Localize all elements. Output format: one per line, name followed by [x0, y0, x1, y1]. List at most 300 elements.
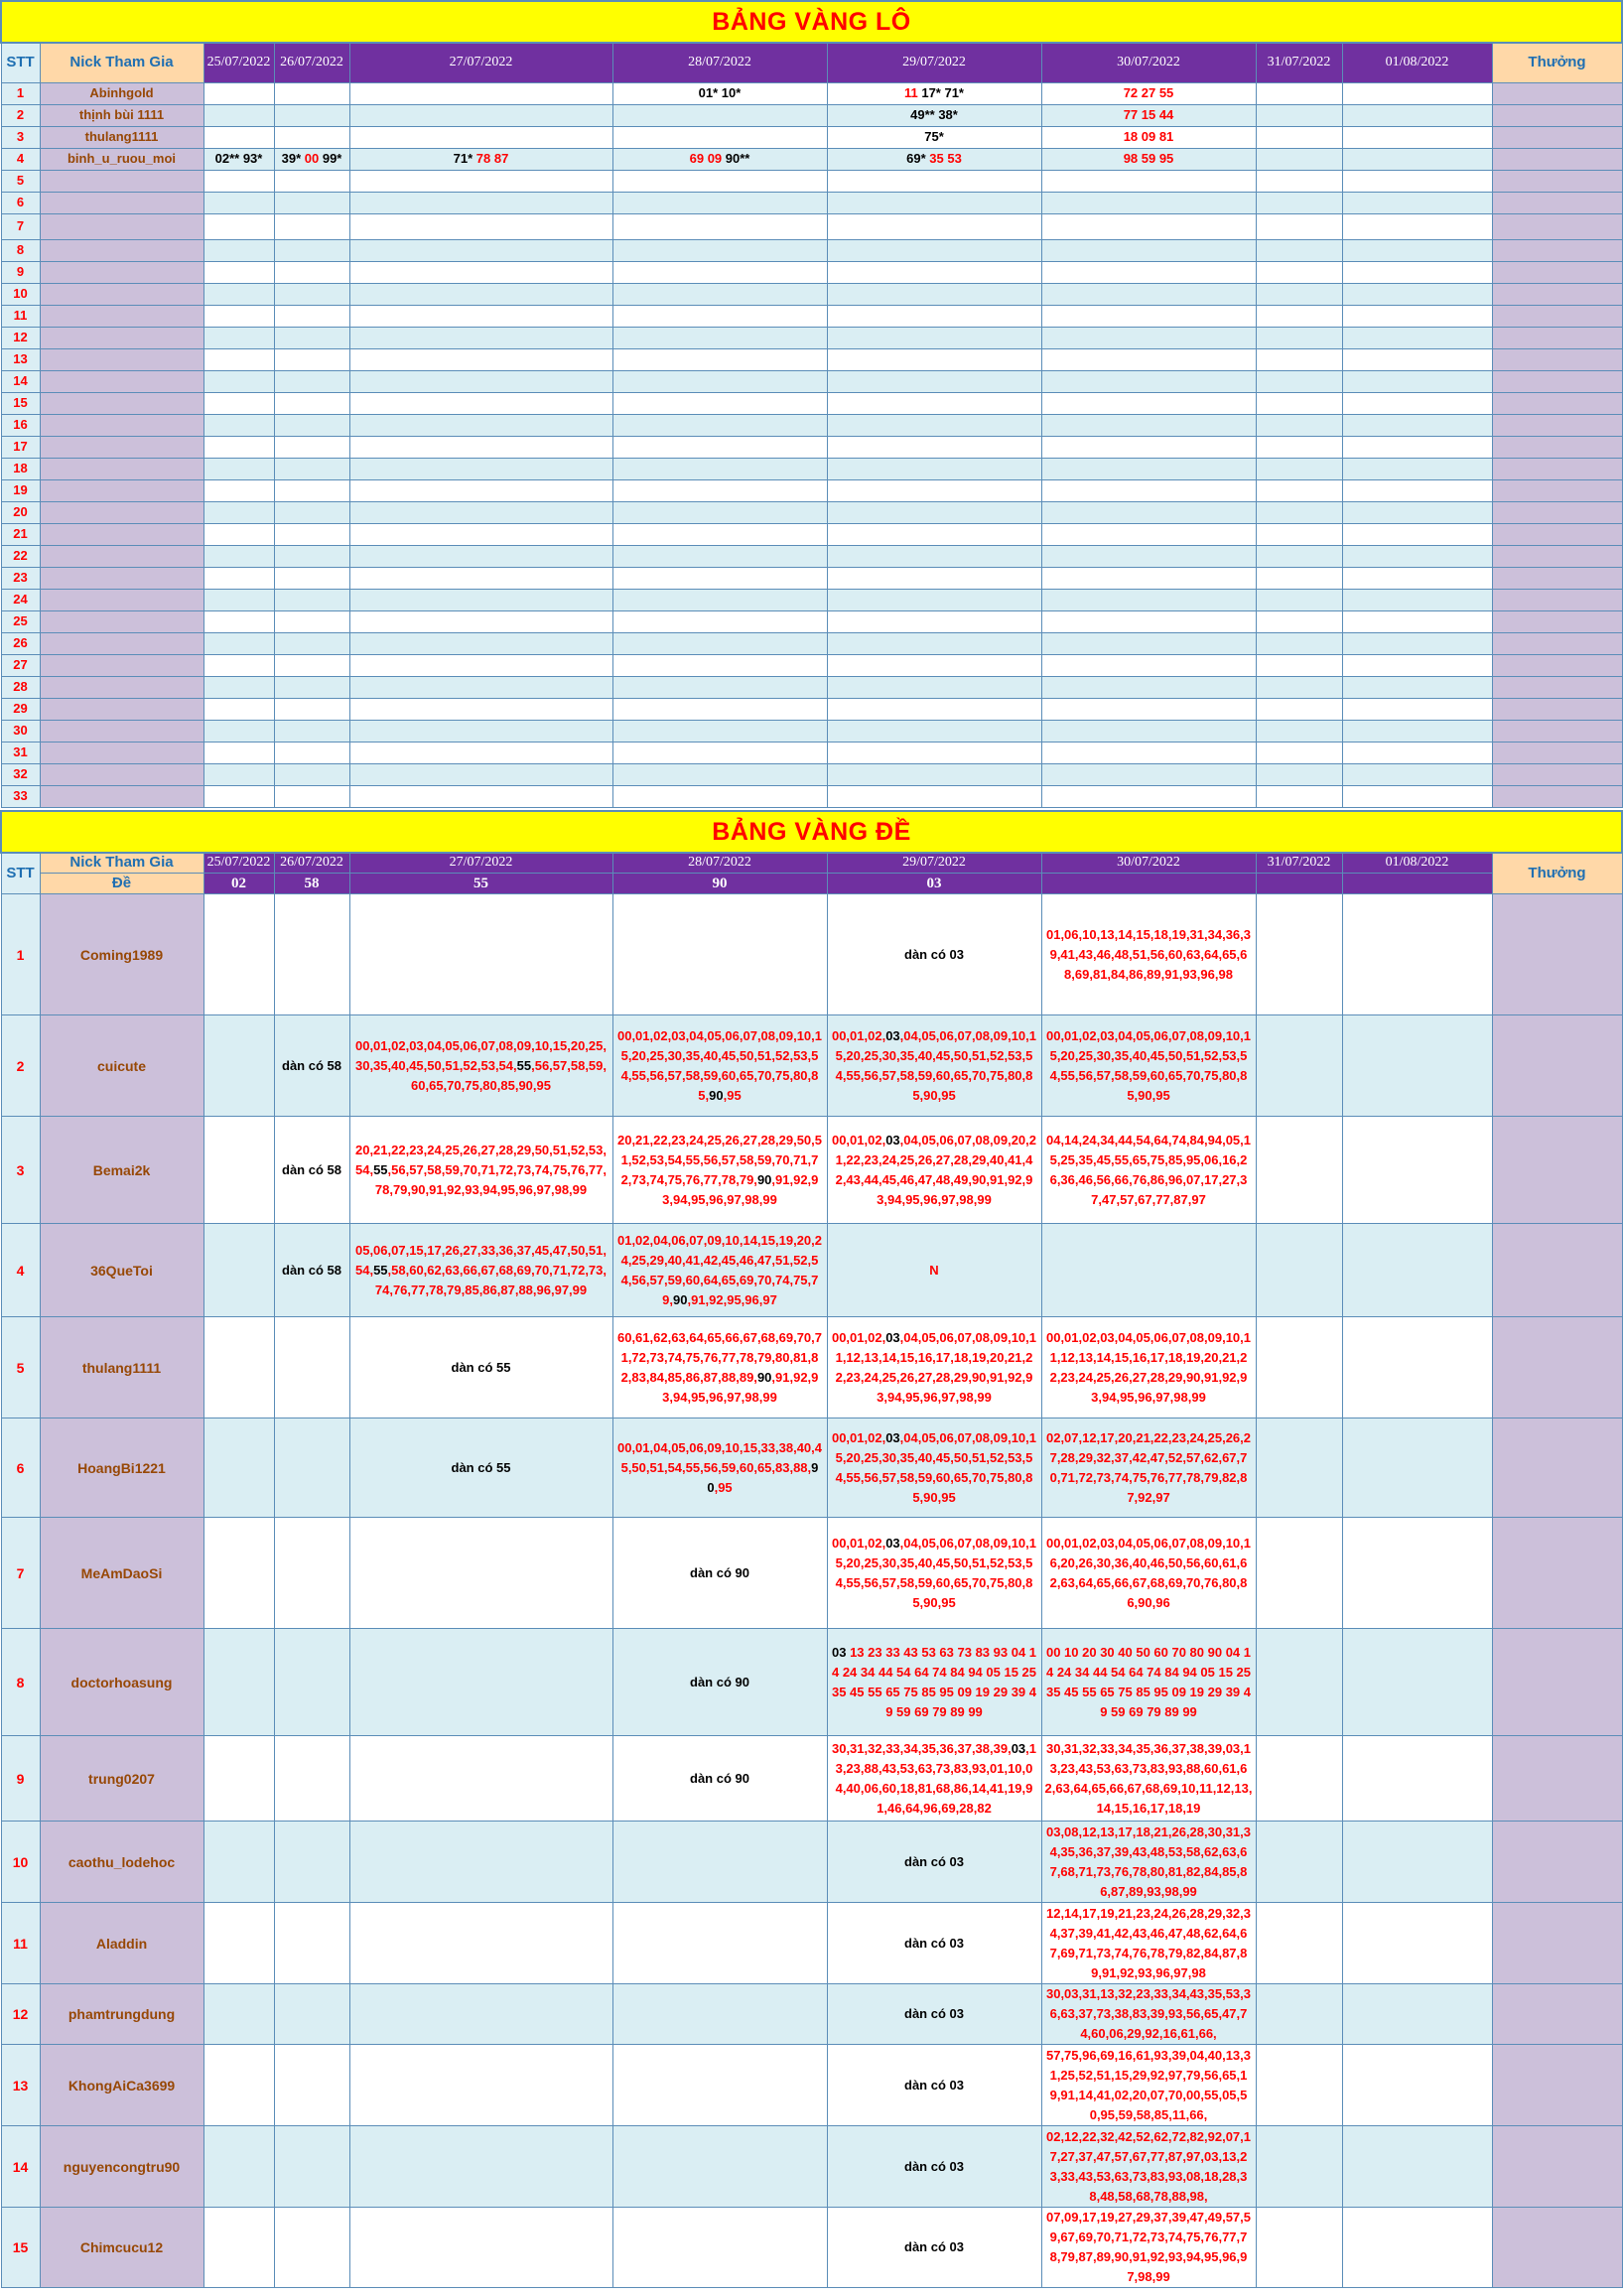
prediction-cell: [612, 2126, 827, 2208]
de-table-row: [1, 1984, 1622, 2045]
participant-nick: binh_u_ruou_moi: [40, 148, 203, 170]
prediction-cell: [1041, 523, 1256, 545]
cell-value: 01,02,04,06,07,09,10,14,15,19,20,24,25,29,40,41,42,45,46,47,51,52,54,56,57,59,60,64,65,69,70,74,75,79,: [616, 1232, 823, 1307]
row-number: 6: [1, 1418, 40, 1518]
prediction-cell: [274, 1822, 349, 1903]
reward-cell: [1492, 610, 1622, 632]
cell-value: ,04,05,06,07,08,09,10,11,12,13,14,15,16,17,18,19,20,21,22,23,24,25,26,27,28,29,90,91,92,93,94,95,96,97,98,99: [835, 1329, 1037, 1405]
prediction-cell: [203, 1418, 274, 1518]
row-number: 1: [1, 82, 40, 104]
row-number: 15: [1, 2208, 40, 2288]
prediction-cell: [274, 126, 349, 148]
row-number: 4: [1, 148, 40, 170]
row-number: 2: [1, 1015, 40, 1117]
row-number: 15: [1, 392, 40, 414]
prediction-cell: [1256, 632, 1342, 654]
row-number: 17: [1, 436, 40, 458]
lo-table-row: [1, 479, 1622, 501]
prediction-cell: [274, 479, 349, 501]
prediction-cell: [274, 567, 349, 589]
lo-table-row: [1, 436, 1622, 458]
prediction-cell: [349, 213, 612, 239]
reward-cell: [1492, 1736, 1622, 1822]
prediction-cell: [1041, 370, 1256, 392]
de-header-date: 25/07/2022: [203, 853, 274, 874]
reward-cell: [1492, 436, 1622, 458]
cell-value: 90: [673, 1291, 688, 1307]
reward-cell: [1492, 698, 1622, 720]
prediction-cell: [349, 104, 612, 126]
de-result: 02: [203, 874, 274, 894]
prediction-cell: [203, 458, 274, 479]
prediction-cell: [827, 261, 1041, 283]
cell-value: ,04,05,06,07,08,09,10,15,20,25,30,35,40,45,50,51,52,53,54,55,56,57,58,59,60,65,70,75,80,85,90,95: [835, 1027, 1037, 1103]
prediction-cell: [274, 720, 349, 742]
participant-nick: [40, 654, 203, 676]
cell-value: 20,21,22,23,24,25,26,27,28,29,50,51,52,53,54,: [354, 1142, 607, 1177]
prediction-cell: [612, 392, 827, 414]
prediction-cell: [827, 1629, 1041, 1736]
cell-value: 90: [709, 1087, 724, 1103]
prediction-cell: [203, 348, 274, 370]
prediction-cell: [1041, 894, 1256, 1015]
lo-table-row: [1, 610, 1622, 632]
participant-nick: [40, 763, 203, 785]
prediction-cell: [827, 392, 1041, 414]
prediction-cell: [1256, 589, 1342, 610]
cell-value: 30,31,32,33,34,35,36,37,38,39,: [831, 1740, 1012, 1756]
prediction-cell: [827, 213, 1041, 239]
cell-value: 00,01,02,: [831, 1132, 886, 1148]
reward-cell: [1492, 170, 1622, 192]
reward-cell: [1492, 1984, 1622, 2045]
prediction-cell: [203, 148, 274, 170]
prediction-cell: [827, 1736, 1041, 1822]
cell-value: ,58,60,62,63,66,67,68,69,70,71,72,73,74,76,77,78,79,85,86,87,88,96,97,99: [374, 1262, 608, 1297]
prediction-cell: [1342, 698, 1492, 720]
cell-value: 00,01,02,03,04,05,06,07,08,09,10,11,12,13,14,15,16,17,18,19,20,21,22,23,24,25,26,27,28,29,90,91,92,93,94,95,96,97,98,99: [1045, 1329, 1252, 1405]
cell-value: 00,01,02,: [831, 1429, 886, 1445]
cell-value: 03: [831, 1644, 847, 1660]
prediction-cell: [612, 1736, 827, 1822]
prediction-cell: [612, 104, 827, 126]
prediction-cell: [274, 213, 349, 239]
prediction-cell: [203, 720, 274, 742]
prediction-cell: [349, 1317, 612, 1418]
prediction-cell: [1256, 436, 1342, 458]
row-number: 24: [1, 589, 40, 610]
reward-cell: [1492, 192, 1622, 213]
cell-value: 30,03,31,13,32,23,33,34,43,35,53,36,63,37,73,38,83,39,93,56,65,47,74,60,06,29,92,16,61,66,: [1045, 1986, 1252, 2041]
cell-value: 71*: [453, 151, 476, 166]
participant-nick: [40, 523, 203, 545]
lo-table-row: [1, 742, 1622, 763]
prediction-cell: [1256, 501, 1342, 523]
cell-value: 98 59 95: [1123, 151, 1174, 166]
de-table-row: [1, 1822, 1622, 1903]
row-number: 33: [1, 785, 40, 807]
cell-value: 00,01,02,: [831, 1329, 886, 1345]
prediction-cell: [1342, 1736, 1492, 1822]
prediction-cell: [1342, 1903, 1492, 1984]
prediction-cell: [827, 720, 1041, 742]
prediction-cell: [203, 1736, 274, 1822]
cell-value: 04,14,24,34,44,54,64,74,84,94,05,15,25,35,45,55,65,75,85,95,06,16,26,36,46,56,66,76,86,96,07,17,27,37,47,57,67,77,87,97: [1045, 1132, 1252, 1207]
prediction-cell: [612, 610, 827, 632]
prediction-cell: [1041, 283, 1256, 305]
prediction-cell: [827, 283, 1041, 305]
prediction-cell: [1041, 610, 1256, 632]
cell-value: 00,01,02,: [831, 1027, 886, 1043]
participant-nick: [40, 632, 203, 654]
prediction-cell: [1342, 392, 1492, 414]
cell-value: 03: [885, 1429, 900, 1445]
reward-cell: [1492, 501, 1622, 523]
prediction-cell: [203, 213, 274, 239]
lo-table-row: [1, 676, 1622, 698]
prediction-cell: [349, 785, 612, 807]
prediction-cell: [1041, 148, 1256, 170]
prediction-cell: [203, 1117, 274, 1224]
prediction-cell: [1342, 654, 1492, 676]
de-header-reward: Thưởng: [1492, 853, 1622, 894]
cell-value: ,04,05,06,07,08,09,20,21,22,23,24,25,26,27,28,29,40,41,42,43,44,45,46,47,48,49,90,91,92,93,94,95,96,97,98,99: [835, 1132, 1037, 1207]
cell-value: 18 09 81: [1123, 129, 1174, 144]
prediction-cell: [1041, 763, 1256, 785]
cell-value: 03,08,12,13,17,18,21,26,28,30,31,34,35,36,37,39,43,48,53,58,62,63,67,68,71,73,76,78,80,81,82,84,85,86,87,89,93,98,99: [1045, 1823, 1252, 1899]
prediction-cell: [827, 104, 1041, 126]
row-number: 14: [1, 370, 40, 392]
row-number: 31: [1, 742, 40, 763]
prediction-cell: [349, 698, 612, 720]
prediction-cell: [612, 213, 827, 239]
prediction-cell: [203, 785, 274, 807]
reward-cell: [1492, 1224, 1622, 1317]
prediction-cell: [1256, 720, 1342, 742]
lo-header-date: 30/07/2022: [1041, 43, 1256, 82]
prediction-cell: [612, 370, 827, 392]
prediction-cell: [827, 742, 1041, 763]
prediction-cell: [349, 1736, 612, 1822]
prediction-cell: [203, 654, 274, 676]
row-number: 3: [1, 1117, 40, 1224]
prediction-cell: [612, 545, 827, 567]
de-table-body: [1, 894, 1622, 2288]
prediction-cell: [827, 1317, 1041, 1418]
cell-value: 03: [885, 1132, 900, 1148]
prediction-cell: [1342, 589, 1492, 610]
row-number: 8: [1, 1629, 40, 1736]
prediction-cell: [612, 698, 827, 720]
cell-value: ,95: [723, 1087, 742, 1103]
row-number: 7: [1, 213, 40, 239]
lo-header-date: 26/07/2022: [274, 43, 349, 82]
prediction-cell: [827, 545, 1041, 567]
prediction-cell: [349, 327, 612, 348]
prediction-cell: [827, 1518, 1041, 1629]
prediction-cell: [1342, 436, 1492, 458]
prediction-cell: [203, 545, 274, 567]
prediction-cell: [1342, 1015, 1492, 1117]
prediction-cell: [1342, 305, 1492, 327]
prediction-cell: [349, 370, 612, 392]
cell-value: 35 53: [929, 151, 962, 166]
prediction-cell: [349, 1984, 612, 2045]
prediction-cell: [612, 283, 827, 305]
prediction-cell: [203, 283, 274, 305]
prediction-cell: [1256, 1984, 1342, 2045]
prediction-cell: [1256, 261, 1342, 283]
cell-value: 00,01,02,03,04,05,06,07,08,09,10,15,20,25,30,35,40,45,50,51,52,53,54,55,56,57,58,59,60,65,70,75,80,85,90,95: [1045, 1027, 1252, 1103]
prediction-cell: [827, 1903, 1041, 1984]
prediction-cell: [274, 1518, 349, 1629]
cell-value: 13 23 33 43 53 63 73 83 93 04 14 24 34 44 54 64 74 84 94 05 15 25 35 45 55 65 75 85 95 09 19 29 39 49 59 69 79 89 99: [831, 1644, 1037, 1719]
prediction-cell: [274, 370, 349, 392]
row-number: 11: [1, 1903, 40, 1984]
prediction-cell: [1342, 1629, 1492, 1736]
prediction-cell: [612, 720, 827, 742]
prediction-cell: [203, 1518, 274, 1629]
reward-cell: [1492, 1015, 1622, 1117]
prediction-cell: [1256, 327, 1342, 348]
cell-value: ,04,05,06,07,08,09,10,15,20,25,30,35,40,45,50,51,52,53,54,55,56,57,58,59,60,65,70,75,80,85,90,95: [835, 1429, 1037, 1505]
reward-cell: [1492, 1629, 1622, 1736]
prediction-cell: [349, 348, 612, 370]
prediction-cell: [1256, 676, 1342, 698]
prediction-cell: [612, 742, 827, 763]
prediction-cell: [827, 894, 1041, 1015]
prediction-cell: [1041, 348, 1256, 370]
participant-nick: [40, 348, 203, 370]
prediction-cell: [827, 126, 1041, 148]
prediction-cell: [274, 170, 349, 192]
de-header-nick: Nick Tham Gia: [40, 853, 203, 874]
prediction-cell: [1256, 1117, 1342, 1224]
participant-nick: [40, 720, 203, 742]
prediction-cell: [274, 414, 349, 436]
prediction-cell: [1041, 213, 1256, 239]
prediction-cell: [827, 479, 1041, 501]
prediction-cell: [1256, 458, 1342, 479]
cell-value: 90: [756, 1369, 772, 1385]
prediction-cell: [203, 2126, 274, 2208]
de-header-date: 01/08/2022: [1342, 853, 1492, 874]
row-number: 9: [1, 261, 40, 283]
prediction-cell: [349, 192, 612, 213]
prediction-cell: [1256, 654, 1342, 676]
prediction-cell: [1256, 763, 1342, 785]
prediction-cell: [203, 610, 274, 632]
prediction-cell: [1041, 589, 1256, 610]
de-result: 55: [349, 874, 612, 894]
prediction-cell: [349, 610, 612, 632]
prediction-cell: [274, 104, 349, 126]
prediction-cell: [1256, 567, 1342, 589]
row-number: 12: [1, 1984, 40, 2045]
row-number: 2: [1, 104, 40, 126]
prediction-cell: [827, 1984, 1041, 2045]
prediction-cell: [612, 1629, 827, 1736]
prediction-cell: [203, 392, 274, 414]
prediction-cell: [827, 436, 1041, 458]
prediction-cell: [203, 1822, 274, 1903]
cell-value: 60,61,62,63,64,65,66,67,68,69,70,71,72,73,74,75,76,77,78,79,80,81,82,83,84,85,86,87,88,89,: [616, 1329, 823, 1385]
row-number: 1: [1, 894, 40, 1015]
cell-value: dàn có 03: [904, 2077, 964, 2093]
reward-cell: [1492, 894, 1622, 1015]
prediction-cell: [1256, 479, 1342, 501]
prediction-cell: [1342, 348, 1492, 370]
lo-header-nick: Nick Tham Gia: [40, 43, 203, 82]
prediction-cell: [1342, 458, 1492, 479]
cell-value: dàn có 03: [904, 1853, 964, 1869]
participant-nick: [40, 414, 203, 436]
lo-table-row: [1, 414, 1622, 436]
prediction-cell: [203, 1984, 274, 2045]
cell-value: ,56,57,58,59,60,65,70,75,80,85,90,95: [411, 1057, 608, 1093]
row-number: 23: [1, 567, 40, 589]
de-result: 03: [827, 874, 1041, 894]
row-number: 13: [1, 2045, 40, 2126]
row-number: 28: [1, 676, 40, 698]
cell-value: dàn có 03: [904, 2158, 964, 2174]
prediction-cell: [1041, 2126, 1256, 2208]
de-table-row: [1, 2208, 1622, 2288]
prediction-cell: [1256, 148, 1342, 170]
cell-value: 69 09: [689, 151, 723, 166]
prediction-cell: [1041, 192, 1256, 213]
row-number: 7: [1, 1518, 40, 1629]
cell-value: dàn có 58: [282, 1262, 341, 1278]
de-table-row: [1, 1418, 1622, 1518]
prediction-cell: [1041, 1736, 1256, 1822]
reward-cell: [1492, 567, 1622, 589]
prediction-cell: [1041, 1903, 1256, 1984]
prediction-cell: [1342, 763, 1492, 785]
cell-value: 03: [885, 1329, 900, 1345]
reward-cell: [1492, 1822, 1622, 1903]
prediction-cell: [203, 192, 274, 213]
lo-table-row: [1, 126, 1622, 148]
prediction-cell: [274, 2126, 349, 2208]
cell-value: 07,09,17,19,27,29,37,39,47,49,57,59,67,69,70,71,72,73,74,75,76,77,78,79,87,89,90,91,92,93,94,95,96,97,98,99: [1045, 2210, 1252, 2284]
prediction-cell: [1342, 327, 1492, 348]
prediction-cell: [349, 1518, 612, 1629]
de-header-date: 26/07/2022: [274, 853, 349, 874]
prediction-cell: [827, 589, 1041, 610]
prediction-cell: [274, 763, 349, 785]
prediction-cell: [1256, 392, 1342, 414]
cell-value: dàn có 90: [690, 1564, 749, 1580]
prediction-cell: [1342, 261, 1492, 283]
prediction-cell: [274, 1224, 349, 1317]
prediction-cell: [612, 458, 827, 479]
prediction-cell: [349, 894, 612, 1015]
prediction-cell: [203, 82, 274, 104]
prediction-cell: [203, 2045, 274, 2126]
reward-cell: [1492, 720, 1622, 742]
prediction-cell: [274, 1903, 349, 1984]
prediction-cell: [203, 126, 274, 148]
cell-value: 75*: [924, 129, 944, 144]
cell-value: N: [929, 1262, 939, 1278]
lo-table-row: [1, 720, 1622, 742]
prediction-cell: [827, 523, 1041, 545]
row-number: 27: [1, 654, 40, 676]
prediction-cell: [1342, 545, 1492, 567]
prediction-cell: [612, 632, 827, 654]
prediction-cell: [349, 567, 612, 589]
prediction-cell: [1041, 414, 1256, 436]
reward-cell: [1492, 327, 1622, 348]
prediction-cell: [1041, 720, 1256, 742]
prediction-cell: [1041, 742, 1256, 763]
reward-cell: [1492, 785, 1622, 807]
lo-table-row: [1, 763, 1622, 785]
prediction-cell: [274, 305, 349, 327]
lo-table-row: [1, 545, 1622, 567]
prediction-cell: [1041, 2208, 1256, 2288]
row-number: 21: [1, 523, 40, 545]
prediction-cell: [274, 148, 349, 170]
lo-header-date: 29/07/2022: [827, 43, 1041, 82]
cell-value: 00,01,04,05,06,09,10,15,33,38,40,45,50,51,54,55,56,59,60,65,83,88,: [616, 1439, 823, 1475]
prediction-cell: [274, 676, 349, 698]
reward-cell: [1492, 2208, 1622, 2288]
row-number: 26: [1, 632, 40, 654]
prediction-cell: [612, 126, 827, 148]
participant-nick: [40, 458, 203, 479]
lo-table-row: [1, 305, 1622, 327]
prediction-cell: [349, 1629, 612, 1736]
prediction-cell: [1256, 1822, 1342, 1903]
prediction-cell: [827, 370, 1041, 392]
cell-value: 49** 38*: [910, 107, 958, 122]
prediction-cell: [274, 2208, 349, 2288]
prediction-cell: [349, 2045, 612, 2126]
prediction-cell: [612, 1418, 827, 1518]
prediction-cell: [1256, 1015, 1342, 1117]
row-number: 16: [1, 414, 40, 436]
prediction-cell: [349, 148, 612, 170]
reward-cell: [1492, 742, 1622, 763]
lo-table-row: [1, 239, 1622, 261]
cell-value: 55: [373, 1161, 388, 1177]
reward-cell: [1492, 305, 1622, 327]
prediction-cell: [1256, 126, 1342, 148]
prediction-cell: [1041, 1317, 1256, 1418]
reward-cell: [1492, 239, 1622, 261]
prediction-cell: [1041, 392, 1256, 414]
cell-value: 55: [373, 1262, 388, 1278]
prediction-cell: [1342, 1317, 1492, 1418]
cell-value: ,04,05,06,07,08,09,10,15,20,25,30,35,40,45,50,51,52,53,54,55,56,57,58,59,60,65,70,75,80,85,90,95: [835, 1535, 1037, 1610]
prediction-cell: [274, 742, 349, 763]
prediction-cell: [827, 2045, 1041, 2126]
reward-cell: [1492, 82, 1622, 104]
row-number: 12: [1, 327, 40, 348]
prediction-cell: [612, 1224, 827, 1317]
prediction-cell: [203, 479, 274, 501]
prediction-cell: [827, 610, 1041, 632]
cell-value: 03: [885, 1535, 900, 1551]
row-number: 18: [1, 458, 40, 479]
prediction-cell: [274, 82, 349, 104]
prediction-cell: [1256, 2045, 1342, 2126]
cell-value: 69*: [906, 151, 930, 166]
prediction-cell: [349, 392, 612, 414]
prediction-cell: [203, 2208, 274, 2288]
